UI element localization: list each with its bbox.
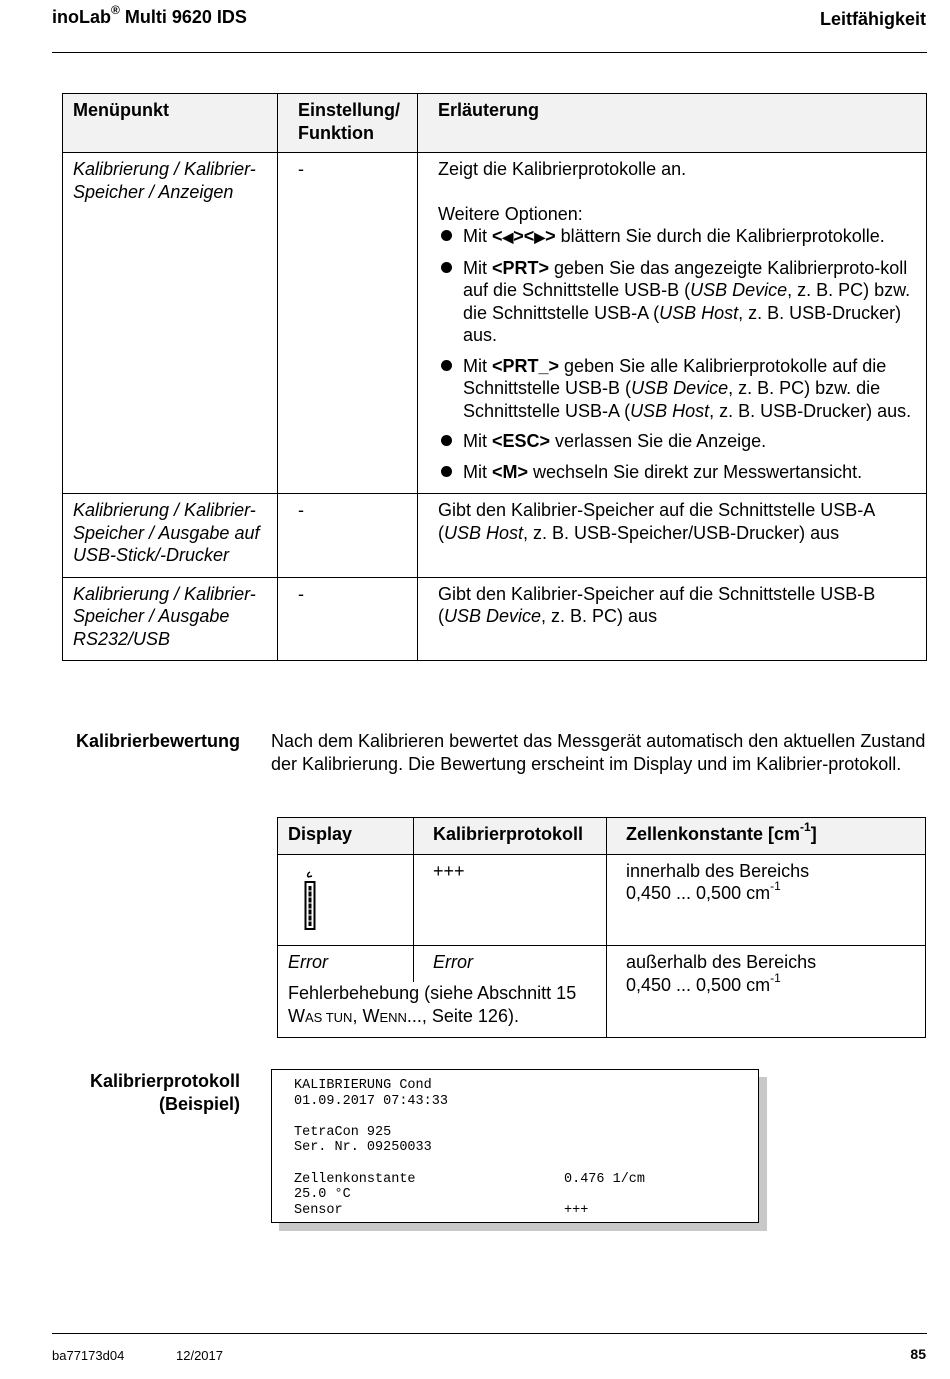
- explanation-cell: [418, 153, 927, 494]
- list-item: Mit <M> wechseln Sie direkt zur Messwertansicht.: [438, 461, 918, 484]
- explanation-intro: Zeigt die Kalibrierprotokolle an.: [438, 159, 687, 179]
- list-item: Mit <ESC> verlassen Sie die Anzeige.: [438, 430, 918, 453]
- protocol-printout: [271, 1069, 759, 1223]
- arrow-right-icon: ▶: [534, 229, 546, 245]
- setting-cell: -: [278, 494, 418, 578]
- protocol-line: 01.09.2017 07:43:33: [294, 1093, 448, 1109]
- footer-doc-id: ba77173d04: [52, 1348, 125, 1363]
- kalibrierprotokoll-label: Kalibrierprotokoll (Beispiel): [89, 1071, 240, 1114]
- menu-table: [62, 93, 927, 661]
- explanation-cell: Gibt den Kalibrier-Speicher auf die Schnittstelle USB-B (USB Device, z. B. PC) aus: [418, 577, 927, 661]
- protocol-error: Error: [433, 952, 473, 972]
- footer-date: 12/2017: [176, 1348, 223, 1363]
- error-cell: [278, 946, 607, 1038]
- kalibrierbewertung-label: Kalibrierbewertung: [75, 731, 240, 751]
- col-header-einstellung: Einstellung/ Funktion: [278, 94, 418, 153]
- explanation-cell: Gibt den Kalibrier-Speicher auf die Schnittstelle USB-A (USB Host, z. B. USB-Speicher/USB-Drucker) aus: [418, 494, 927, 578]
- menu-item-cell: Kalibrierung / Kalibrier-Speicher / Ausgabe RS232/USB: [63, 577, 278, 661]
- range-cell: innerhalb des Bereichs 0,450 ... 0,500 $cm^{-1}$: [607, 854, 926, 946]
- col-header-erlaeuterung: Erläuterung: [418, 94, 927, 153]
- protocol-cell: +++: [414, 854, 607, 946]
- col-header-display: Display: [278, 818, 414, 855]
- display-cell: [278, 854, 414, 946]
- protocol-line: Sensor +++: [294, 1202, 589, 1218]
- protocol-line: Ser. Nr. 09250033: [294, 1140, 432, 1156]
- setting-cell: -: [278, 153, 418, 494]
- col-header-zellenkonstante: Zellenkonstante $[cm^{-1}]$: [607, 818, 926, 855]
- protocol-line: Zellenkonstante 0.476 1/cm: [294, 1171, 646, 1187]
- protocol-line: 25.0 °C: [294, 1187, 351, 1203]
- options-title: Weitere Optionen:: [438, 203, 583, 224]
- error-fix-text: Fehlerbehebung (siehe Abschnitt 15 WAS TUN, WENN..., Seite 126).: [288, 983, 577, 1026]
- evaluation-header-row: [278, 818, 926, 855]
- table-row: [278, 946, 926, 1038]
- evaluation-table: [277, 817, 926, 1038]
- header-section: Leitfähigkeit: [819, 9, 926, 29]
- table-row: [278, 854, 926, 946]
- display-error: Error: [278, 946, 414, 982]
- table-row: [63, 153, 927, 494]
- header-product: inoLab® Multi 9620 IDS: [52, 3, 247, 27]
- sensor-status-icon: [300, 870, 320, 932]
- options-list: [438, 225, 918, 483]
- header-rule: [52, 52, 927, 53]
- menu-item-cell: Kalibrierung / Kalibrier-Speicher / Ausgabe auf USB-Stick/-Drucker: [63, 494, 278, 578]
- protocol-line: TetraCon 925: [294, 1124, 392, 1140]
- list-item: Mit <◀><▶> blättern Sie durch die Kalibrierprotokolle.: [438, 225, 918, 249]
- kalibrierbewertung-text: Nach dem Kalibrieren bewertet das Messgerät automatisch den aktuellen Zustand der Kalibrierung. Die Bewertung erscheint im Display und im Kalibrier-protokoll.: [271, 731, 926, 774]
- menu-table-header-row: [63, 94, 927, 153]
- list-item: Mit <PRT_> geben Sie alle Kalibrierprotokolle auf die Schnittstelle USB-B (USB Device, z. B. PC) bzw. die Schnittstelle USB-A (USB Host, z. B. USB-Drucker) aus.: [438, 355, 918, 423]
- menu-item-cell: Kalibrierung / Kalibrier-Speicher / Anzeigen: [63, 153, 278, 494]
- protocol-line: KALIBRIERUNG Cond: [294, 1078, 432, 1093]
- page-number: 85: [910, 1346, 926, 1362]
- col-header-menupunkt: Menüpunkt: [63, 94, 278, 153]
- table-row: [63, 577, 927, 661]
- arrow-left-icon: ◀: [502, 229, 514, 245]
- table-row: [63, 494, 927, 578]
- range-cell: außerhalb des Bereichs 0,450 ... 0,500 $cm^{-1}$: [607, 946, 926, 1038]
- col-header-kalibrierprotokoll: Kalibrierprotokoll: [414, 818, 607, 855]
- setting-cell: -: [278, 577, 418, 661]
- list-item: Mit <PRT> geben Sie das angezeigte Kalibrierproto-koll auf die Schnittstelle USB-B (USB Device, z. B. PC) bzw. die Schnittstelle USB-A (USB Host, z. B. USB-Drucker) aus.: [438, 257, 918, 347]
- footer-rule: [52, 1333, 927, 1334]
